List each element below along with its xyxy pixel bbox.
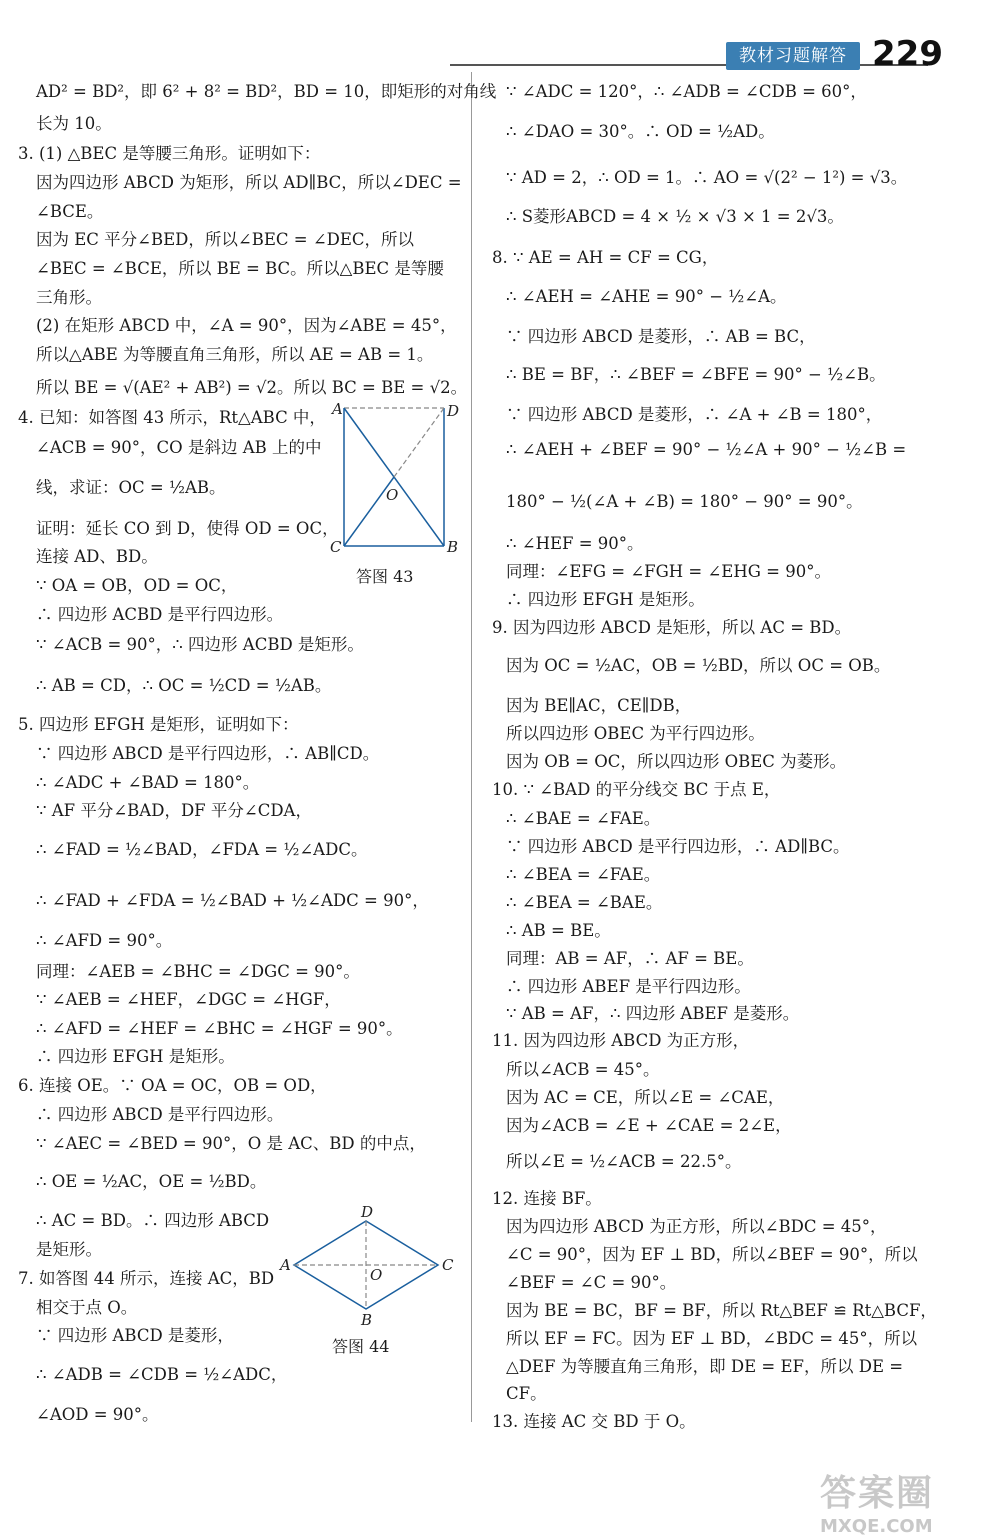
fig44-caption: 答图 44 [332, 1337, 390, 1356]
right-text-line: ∵ 四边形 ABCD 是菱形，∴ AB = BC， [506, 327, 816, 346]
left-text-line: 4. 已知：如答图 43 所示，Rt△ABC 中， [18, 408, 326, 427]
right-text-line: ∴ ∠DAO = 30°。∴ OD = ½AD。 [506, 122, 775, 141]
left-text-line: ∵ 四边形 ABCD 是平行四边形，∴ AB∥CD。 [36, 744, 380, 763]
fig43-label-d: D [447, 402, 460, 420]
left-text-line: 同理：∠AEB = ∠BHC = ∠DGC = 90°。 [36, 962, 360, 981]
fig43-label-b: B [447, 538, 459, 556]
right-text-line: ∴ ∠AEH = ∠AHE = 90° − ½∠A。 [506, 287, 787, 306]
right-text-line: ∵ AD = 2，∴ OD = 1。∴ AO = √(2² − 1²) = √3。 [506, 168, 908, 187]
right-text-line: ∴ S菱形ABCD = 4 × ½ × √3 × 1 = 2√3。 [506, 207, 844, 226]
fig43-ext-od [394, 408, 444, 477]
left-text-line: ∴ ∠AFD = ∠HEF = ∠BHC = ∠HGF = 90°。 [36, 1019, 403, 1038]
watermark-url: MXQE.COM [820, 1516, 933, 1537]
right-text-line: ∵ AB = AF，∴ 四边形 ABEF 是菱形。 [506, 1004, 800, 1023]
figure-44 [278, 1205, 458, 1330]
left-text-line: ∴ OE = ½AC，OE = ½BD。 [36, 1172, 267, 1191]
fig44-label-o: O [370, 1266, 383, 1284]
left-text-line: ∴ ∠ADC + ∠BAD = 180°。 [36, 773, 260, 792]
left-text-line: ∴ ∠FAD = ½∠BAD，∠FDA = ½∠ADC。 [36, 840, 368, 859]
right-text-line: 因为 BE∥AC，CE∥DB， [506, 696, 692, 715]
left-text-line: 证明：延长 CO 到 D，使得 OD = OC， [36, 519, 339, 538]
right-text-line: ∠C = 90°，因为 EF ⊥ BD，所以∠BEF = 90°，所以 [506, 1245, 918, 1264]
left-text-line: ∵ AF 平分∠BAD，DF 平分∠CDA， [36, 801, 312, 820]
fig44-label-b: B [361, 1311, 373, 1329]
left-text-line: ∵ ∠AEB = ∠HEF，∠DGC = ∠HGF， [36, 990, 341, 1009]
right-text-line: ∴ ∠BEA = ∠BAE。 [506, 893, 663, 912]
right-text-line: ∵ ∠ADC = 120°，∴ ∠ADB = ∠CDB = 60°， [506, 82, 867, 101]
left-text-line: 因为四边形 ABCD 为矩形，所以 AD∥BC，所以∠DEC = [36, 173, 462, 192]
left-text-line: ∴ AC = BD。∴ 四边形 ABCD [36, 1211, 270, 1230]
right-text-line: 13. 连接 AC 交 BD 于 O。 [492, 1412, 696, 1431]
right-text-line: 因为 OB = OC，所以四边形 OBEC 为菱形。 [506, 752, 847, 771]
left-text-line: 连接 AD、BD。 [36, 547, 158, 566]
right-text-line: 同理：∠EFG = ∠FGH = ∠EHG = 90°。 [506, 562, 831, 581]
right-text-line: ∵ 四边形 ABCD 是平行四边形，∴ AD∥BC。 [506, 837, 850, 856]
left-text-line: 是矩形。 [36, 1240, 102, 1259]
right-text-line: ∴ ∠BAE = ∠FAE。 [506, 809, 661, 828]
left-text-line: ∵ 四边形 ABCD 是菱形， [36, 1326, 234, 1345]
left-text-line: 相交于点 O。 [36, 1298, 138, 1317]
watermark-logo: 答案圈 [820, 1473, 935, 1514]
right-text-line: ∴ BE = BF，∴ ∠BEF = ∠BFE = 90° − ½∠B。 [506, 365, 886, 384]
left-text-line: AD² = BD²，即 6² + 8² = BD²，BD = 10，即矩形的对角线 [36, 82, 497, 101]
left-text-line: ∠BCE。 [36, 202, 104, 221]
right-text-line: ∴ ∠HEF = 90°。 [506, 534, 644, 553]
left-text-line: ∠BEC = ∠BCE，所以 BE = BC。所以△BEC 是等腰 [36, 259, 444, 278]
right-text-line: ∴ AB = BE。 [506, 921, 611, 940]
right-text-line: 因为 OC = ½AC，OB = ½BD，所以 OC = OB。 [506, 656, 891, 675]
right-text-line: 8. ∵ AE = AH = CF = CG， [492, 248, 719, 267]
fig43-label-a: A [332, 400, 343, 418]
fig43-label-o: O [386, 486, 399, 504]
left-text-line: 5. 四边形 EFGH 是矩形，证明如下： [18, 715, 299, 734]
right-text-line: ∴ ∠AEH + ∠BEF = 90° − ½∠A + 90° − ½∠B = [506, 440, 907, 459]
fig44-label-c: C [442, 1256, 454, 1274]
right-text-line: ∵ 四边形 ABCD 是菱形，∴ ∠A + ∠B = 180°， [506, 405, 883, 424]
page-number: 229 [872, 34, 943, 74]
left-text-line: 3. (1) △BEC 是等腰三角形。证明如下： [18, 144, 321, 163]
right-text-line: 180° − ½(∠A + ∠B) = 180° − 90° = 90°。 [506, 492, 863, 511]
right-text-line: 所以∠ACB = 45°。 [506, 1060, 660, 1079]
left-text-line: 所以 BE = √(AE² + AB²) = √2。所以 BC = BE = √2。 [36, 378, 468, 397]
left-text-line: ∠ACB = 90°，CO 是斜边 AB 上的中 [36, 438, 322, 457]
left-text-line: (2) 在矩形 ABCD 中，∠A = 90°，因为∠ABE = 45°， [36, 316, 457, 335]
left-text-line: 三角形。 [36, 288, 102, 307]
right-text-line: CF。 [506, 1384, 547, 1403]
right-text-line: 因为 BE = BC，BF = BF，所以 Rt△BEF ≌ Rt△BCF， [506, 1301, 937, 1320]
right-text-line: 10. ∵ ∠BAD 的平分线交 BC 于点 E， [492, 780, 781, 799]
left-text-line: ∵ ∠AEC = ∠BED = 90°，O 是 AC、BD 的中点， [36, 1134, 426, 1153]
left-text-line: 6. 连接 OE。∵ OA = OC，OB = OD， [18, 1076, 327, 1095]
right-text-line: ∠BEF = ∠C = 90°。 [506, 1273, 677, 1292]
right-text-line: ∴ 四边形 EFGH 是矩形。 [506, 590, 705, 609]
left-text-line: 7. 如答图 44 所示，连接 AC，BD [18, 1269, 275, 1288]
right-text-line: ∴ 四边形 ABEF 是平行四边形。 [506, 977, 751, 996]
fig43-caption: 答图 43 [356, 567, 414, 586]
right-text-line: 所以四边形 OBEC 为平行四边形。 [506, 724, 765, 743]
left-text-line: ∴ 四边形 ABCD 是平行四边形。 [36, 1105, 284, 1124]
left-text-line: ∴ 四边形 EFGH 是矩形。 [36, 1047, 235, 1066]
left-text-line: ∴ ∠FAD + ∠FDA = ½∠BAD + ½∠ADC = 90°， [36, 891, 429, 910]
watermark [820, 1465, 990, 1537]
left-text-line: ∴ ∠AFD = 90°。 [36, 931, 173, 950]
right-text-line: 11. 因为四边形 ABCD 为正方形， [492, 1031, 750, 1050]
section-tag: 教材习题解答 [726, 42, 860, 70]
right-text-line: 所以 EF = FC。因为 EF ⊥ BD，∠BDC = 45°，所以 [506, 1329, 918, 1348]
left-text-line: 线，求证：OC = ½AB。 [36, 478, 226, 497]
left-text-line: ∵ ∠ACB = 90°，∴ 四边形 ACBD 是矩形。 [36, 635, 364, 654]
left-text-line: ∠AOD = 90°。 [36, 1405, 159, 1424]
left-text-line: ∴ 四边形 ACBD 是平行四边形。 [36, 605, 284, 624]
right-text-line: 12. 连接 BF。 [492, 1189, 602, 1208]
fig43-label-c: C [330, 538, 342, 556]
left-text-line: 长为 10。 [36, 114, 112, 133]
right-text-line: 因为∠ACB = ∠E + ∠CAE = 2∠E， [506, 1116, 792, 1135]
right-text-line: △DEF 为等腰直角三角形，即 DE = EF，所以 DE = [506, 1357, 904, 1376]
figure-43 [326, 400, 466, 560]
fig44-label-a: A [280, 1256, 291, 1274]
left-text-line: 所以△ABE 为等腰直角三角形，所以 AE = AB = 1。 [36, 345, 434, 364]
right-text-line: 因为 AC = CE，所以∠E = ∠CAE， [506, 1088, 785, 1107]
left-text-line: ∴ AB = CD，∴ OC = ½CD = ½AB。 [36, 676, 332, 695]
left-text-line: ∵ OA = OB，OD = OC， [36, 576, 238, 595]
right-text-line: 9. 因为四边形 ABCD 是矩形，所以 AC = BD。 [492, 618, 852, 637]
left-text-line: 因为 EC 平分∠BED，所以∠BEC = ∠DEC，所以 [36, 230, 415, 249]
fig44-label-d: D [361, 1203, 374, 1221]
right-text-line: 同理：AB = AF，∴ AF = BE。 [506, 949, 754, 968]
right-text-line: 所以∠E = ½∠ACB = 22.5°。 [506, 1152, 742, 1171]
left-text-line: ∴ ∠ADB = ∠CDB = ½∠ADC， [36, 1365, 288, 1384]
column-divider [471, 72, 472, 1422]
right-text-line: 因为四边形 ABCD 为正方形，所以∠BDC = 45°， [506, 1217, 887, 1236]
right-text-line: ∴ ∠BEA = ∠FAE。 [506, 865, 661, 884]
